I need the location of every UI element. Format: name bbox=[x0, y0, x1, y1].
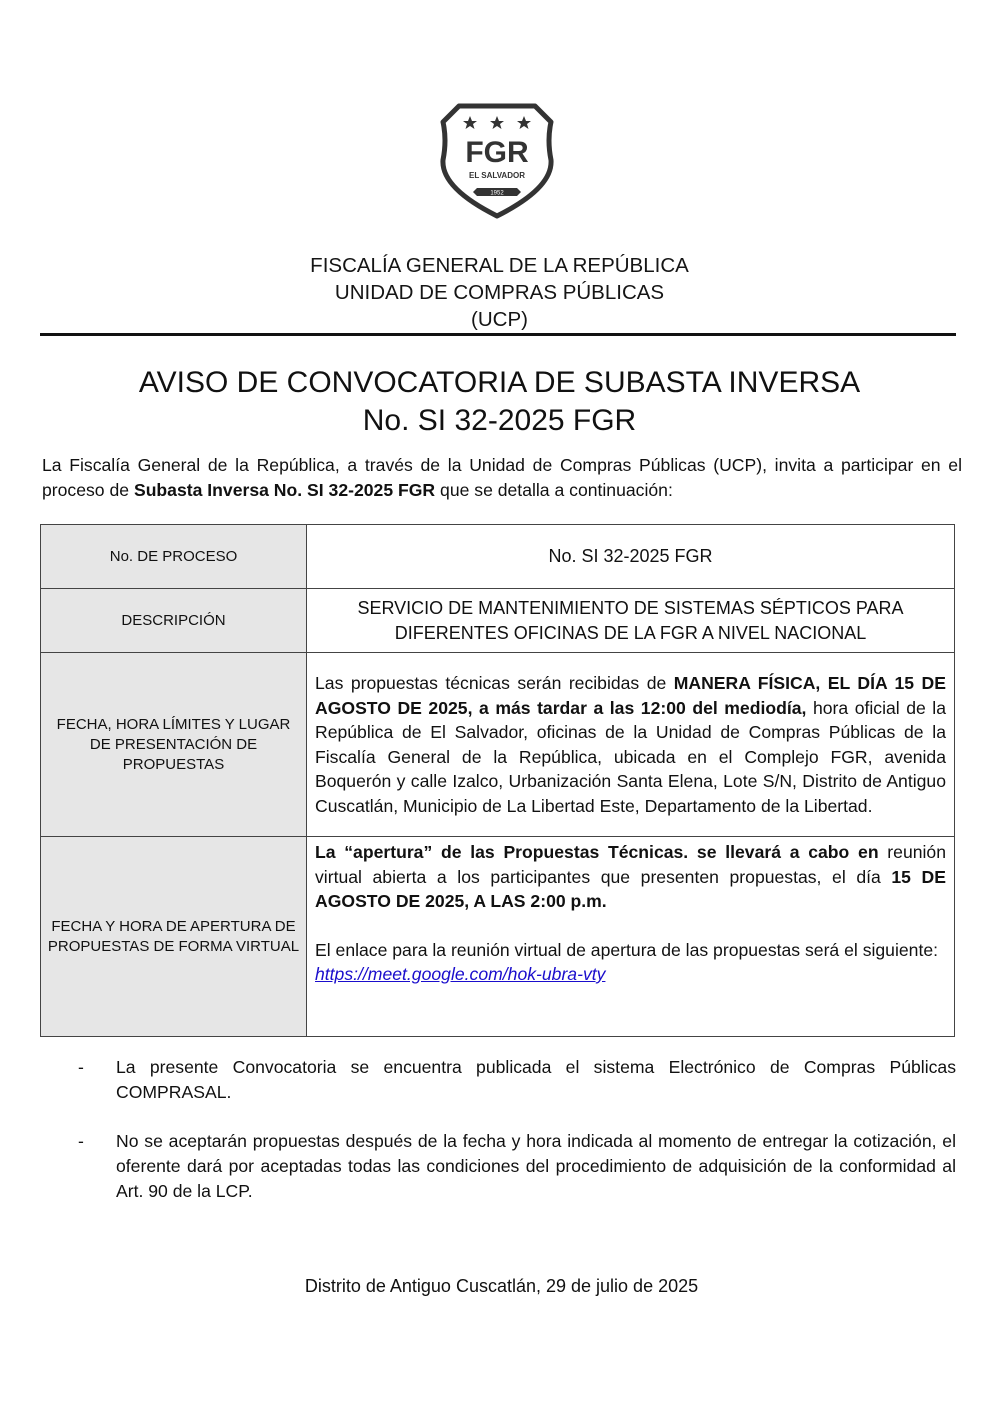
logo-emblem-text: FGR bbox=[465, 136, 529, 169]
opening-date: 15 DE AGOSTO DE 2025, A LAS 2:00 p.m. bbox=[315, 866, 946, 911]
note-text: No se aceptarán propuestas después de la fecha y hora indicada al momento de entregar la cotización, el oferente dará por aceptadas todas las condiciones del procedimiento de adquisición de la conformidad al Art. 90 de la LCP. bbox=[116, 1131, 956, 1201]
title-line-1: AVISO DE CONVOCATORIA DE SUBASTA INVERSA bbox=[138, 366, 861, 399]
fgr-logo bbox=[437, 100, 557, 220]
bullet-marker: - bbox=[78, 1057, 84, 1077]
logo-year-text: 1952 bbox=[490, 190, 504, 197]
list-item bbox=[78, 1129, 956, 1204]
document-title bbox=[0, 364, 999, 440]
institution-name: FISCALÍA GENERAL DE LA REPÚBLICA bbox=[310, 254, 689, 277]
deadline-value bbox=[307, 653, 955, 837]
table-row bbox=[41, 525, 955, 589]
unit-abbreviation: (UCP) bbox=[471, 308, 528, 331]
opening-value bbox=[307, 837, 955, 1037]
place-and-date: Distrito de Antiguo Cuscatlán, 29 de julio de 2025 bbox=[304, 1276, 699, 1296]
header-divider bbox=[40, 333, 956, 336]
note-text: La presente Convocatoria se encuentra publicada el sistema Electrónico de Compras Públicas COMPRASAL. bbox=[116, 1057, 956, 1102]
row-label: FECHA Y HORA DE APERTURA DE PROPUESTAS DE FORMA VIRTUAL bbox=[41, 837, 307, 1037]
title-line-2: No. SI 32-2025 FGR bbox=[362, 404, 637, 437]
unit-name: UNIDAD DE COMPRAS PÚBLICAS bbox=[334, 281, 665, 304]
opening-bold-intro: La “apertura” de las Propuestas Técnicas. se llevará a cabo en bbox=[315, 842, 879, 862]
list-item bbox=[78, 1055, 956, 1105]
notes-list bbox=[78, 1055, 956, 1228]
intro-text: La Fiscalía General de la República, a través de la Unidad de Compras Públicas (UCP), invita a participar en el proceso de bbox=[42, 455, 962, 500]
deadline-location: hora oficial de la República de El Salvador, oficinas de la Unidad de Compras Públicas de la Fiscalía General de la República, ubicada en el Complejo FGR, avenida Boquerón y calle Izalco, Urbanización Santa Elena, Lote S/N, Distrito de Antiguo Cuscatlán, Municipio de La Libertad Este, Departamento de la Libertad. bbox=[315, 697, 947, 816]
row-label: DESCRIPCIÓN bbox=[41, 589, 307, 653]
row-label: FECHA, HORA LÍMITES Y LUGAR DE PRESENTACIÓN DE PROPUESTAS bbox=[41, 653, 307, 837]
meeting-link[interactable]: https://meet.google.com/hok-ubra-vty bbox=[315, 964, 606, 984]
deadline-bold: MANERA FÍSICA, EL DÍA 15 DE AGOSTO DE 2025, a más tardar a las 12:00 del mediodía, bbox=[315, 673, 946, 718]
table-row bbox=[41, 837, 955, 1037]
table-row bbox=[41, 653, 955, 837]
shield-emblem-icon bbox=[437, 100, 557, 220]
intro-text-end: que se detalla a continuación: bbox=[435, 480, 673, 500]
logo-country-text: EL SALVADOR bbox=[468, 171, 526, 180]
intro-bold-process: Subasta Inversa No. SI 32-2025 FGR bbox=[133, 480, 436, 500]
description-value: SERVICIO DE MANTENIMIENTO DE SISTEMAS SÉPTICOS PARA DIFERENTES OFICINAS DE LA FGR A NIVEL NACIONAL bbox=[307, 589, 955, 653]
table-row bbox=[41, 589, 955, 653]
meeting-link-intro: El enlace para la reunión virtual de apertura de las propuestas será el siguiente: bbox=[315, 939, 939, 960]
opening-text: reunión virtual abierta a los participantes que presenten propuestas, el día bbox=[315, 842, 946, 887]
process-details-table bbox=[40, 524, 955, 1037]
intro-paragraph bbox=[42, 453, 962, 503]
process-number-value: No. SI 32-2025 FGR bbox=[307, 525, 955, 589]
institution-header bbox=[0, 252, 999, 333]
row-label: No. DE PROCESO bbox=[41, 525, 307, 589]
deadline-text: Las propuestas técnicas serán recibidas de bbox=[315, 673, 674, 693]
bullet-marker: - bbox=[78, 1131, 84, 1151]
